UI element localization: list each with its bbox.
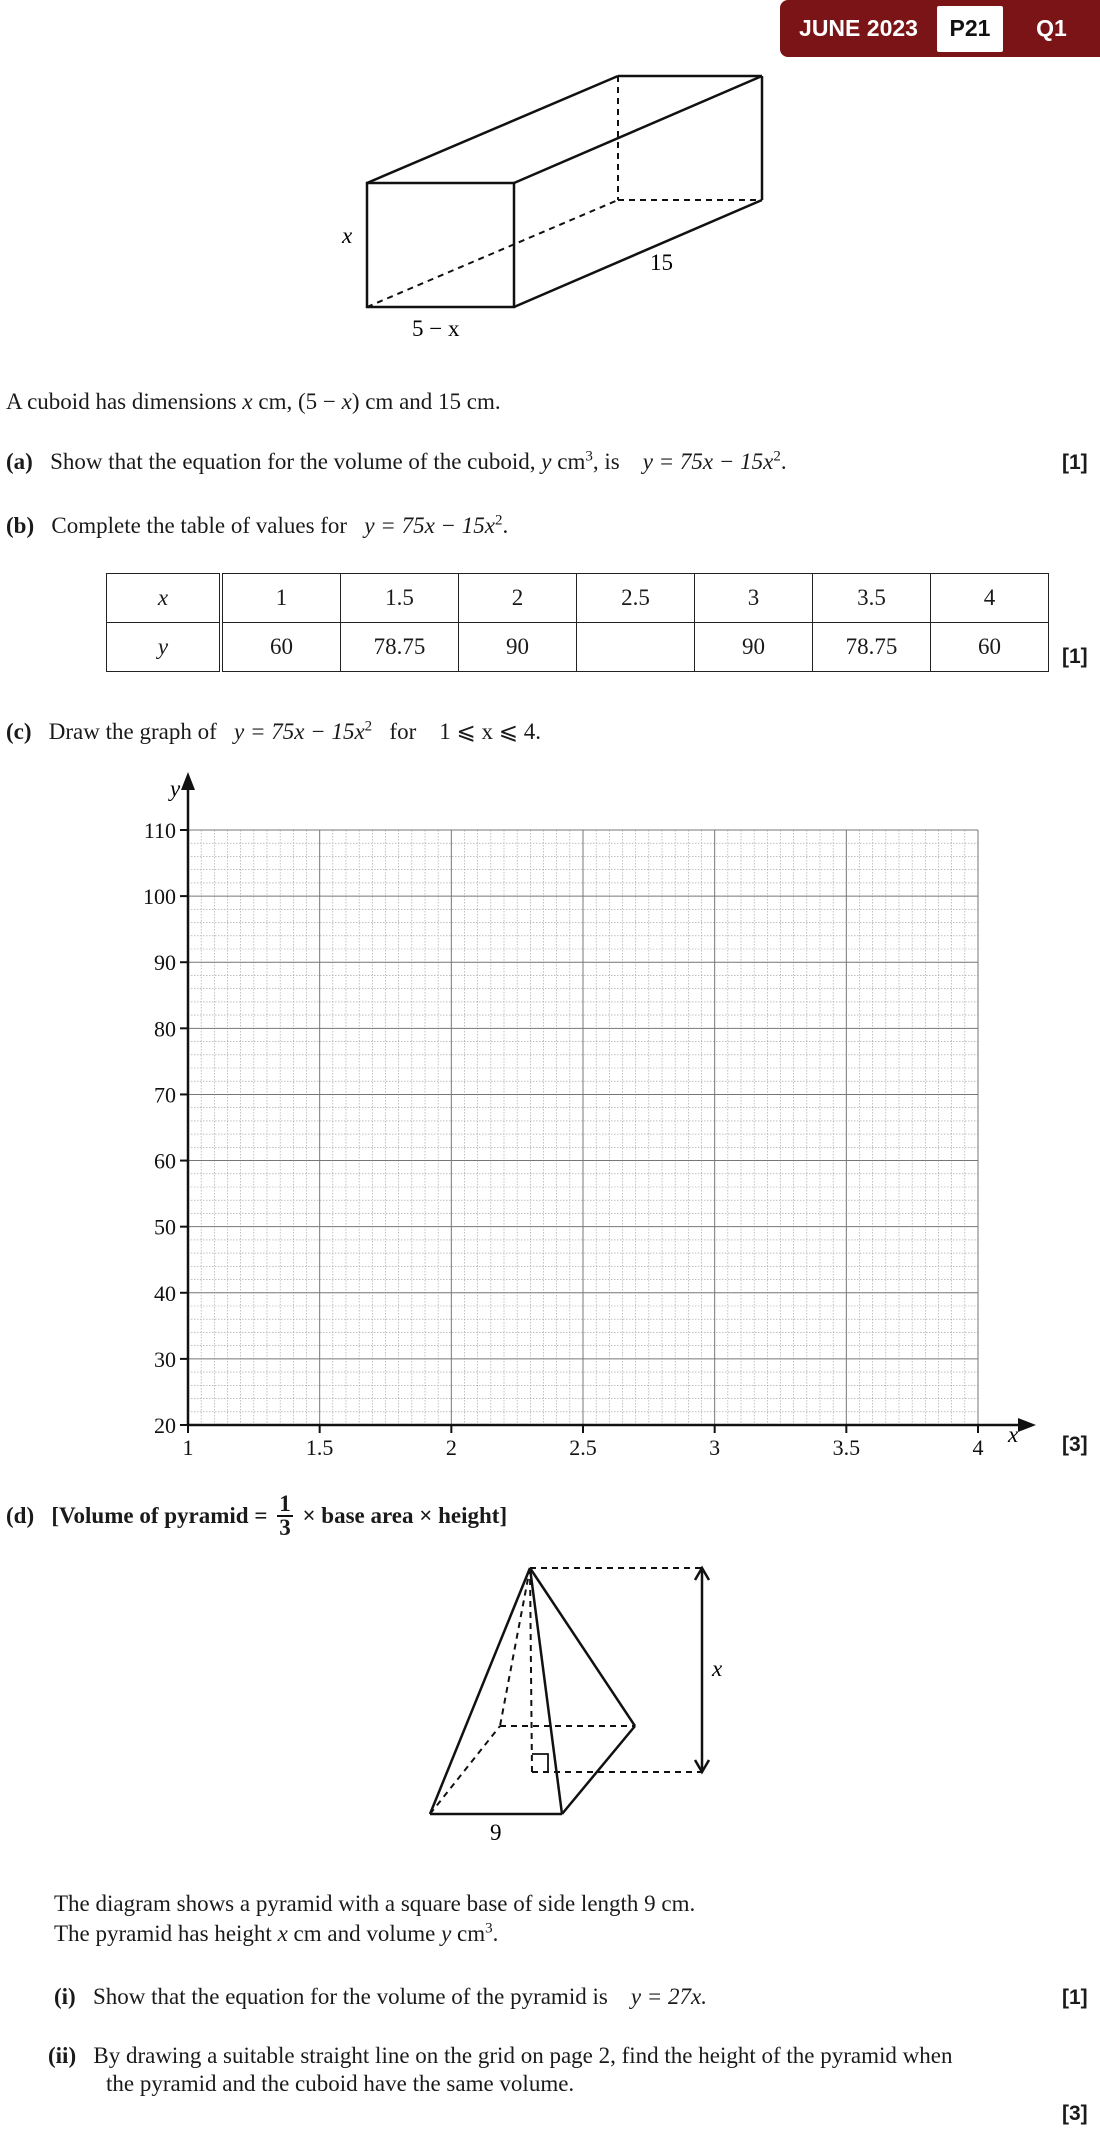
x-axis-arrow [1018,1418,1036,1432]
question-badge [780,0,1100,57]
intro-text: A cuboid has dimensions x cm, (5 − x) cm and 15 cm. [6,389,501,414]
table-row-y [107,623,1049,672]
x-tick-label: 1.5 [305,1435,334,1460]
cuboid-edge [514,200,762,307]
x-tick-label: 3 [709,1435,721,1460]
cuboid-length-label: 15 [650,250,673,275]
cuboid-height-label: x [342,223,353,248]
paper-label: P21 [937,6,1003,52]
table-cell: 2.5 [577,574,695,623]
table-cell: 1 [221,574,341,623]
part-a-marks: [1] [1062,451,1088,474]
table-cell: 78.75 [813,623,931,672]
x-tick-label: 4 [972,1435,984,1460]
part-d-ii-text-2: the pyramid and the cuboid have the same volume. [106,2071,575,2096]
pyramid-base-label: 9 [490,1820,502,1845]
part-d-formula: (d) [Volume of pyramid = $\frac{1}{3}$ × base area × height] [6,1491,508,1540]
table-cell: 60 [221,623,341,672]
y-tick-label: 50 [154,1214,176,1240]
part-c-text: (c) Draw the graph of $y = 75x - 15x^2$ for 1 ⩽ x ⩽ 4. [6,718,542,744]
part-d-ii-text: (ii) By drawing a suitable straight line on the grid on page 2, find the height of the pyramid when [48,2043,953,2068]
table-header-y: y [107,623,222,672]
part-b-marks: [1] [1062,645,1088,668]
cuboid-front-face [367,183,514,307]
part-d-i-marks: [1] [1062,1986,1088,2009]
graph-grid[interactable] [0,760,1100,1480]
cuboid-edge [514,76,762,183]
table-header-x: x [107,574,222,623]
y-axis-label: y [170,776,181,801]
pyramid-height-label: x [712,1656,723,1681]
pyramid-description-1: The diagram shows a pyramid with a square base of side length 9 cm. [54,1891,696,1916]
table-cell: 4 [931,574,1049,623]
table-answer-cell[interactable] [577,623,695,672]
part-b-text: (b) Complete the table of values for $y = 75x - 15x^2$. [6,512,509,538]
y-tick-label: 20 [154,1413,176,1438]
table-cell: 60 [931,623,1049,672]
part-d-i-text: (i) Show that the equation for the volume of the pyramid is y = 27x. [54,1984,707,2009]
cuboid-edge [367,76,618,183]
pyramid-description-2: The pyramid has height x cm and volume y $cm^3$. [54,1920,499,1946]
table-cell: 1.5 [341,574,459,623]
part-c-marks: [3] [1062,1433,1088,1456]
fraction-denominator: 3 [279,1515,291,1540]
table-cell: 78.75 [341,623,459,672]
pyramid-diagram [400,1550,750,1850]
x-axis-label: x [1008,1422,1019,1447]
y-tick-label: 70 [154,1082,176,1108]
y-tick-label: 30 [154,1346,176,1372]
values-table [106,573,1049,672]
y-tick-label: 60 [154,1148,176,1174]
table-cell: 2 [459,574,577,623]
x-tick-label: 2.5 [569,1435,597,1460]
table-cell: 3 [695,574,813,623]
y-tick-label: 100 [143,884,176,910]
question-number: Q1 [1036,15,1067,41]
y-tick-label: 90 [154,950,176,976]
x-tick-label: 2 [445,1435,457,1460]
y-tick-label: 110 [143,818,176,843]
table-cell: 90 [695,623,813,672]
fraction-numerator: 1 [279,1491,291,1516]
table-row-x [107,574,1049,623]
cuboid-diagram [330,70,780,350]
cuboid-width-label: 5 − x [412,316,460,341]
part-d-ii-marks: [3] [1062,2102,1088,2125]
cuboid-hidden-edge [367,200,618,307]
part-a-text: (a) Show that the equation for the volume of the cuboid, y $cm^3$, is $y = 75x - 15x^2$. [6,448,787,474]
x-tick-label: 1 [182,1435,194,1460]
x-tick-label: 3.5 [832,1435,861,1460]
y-axis-arrow [181,772,195,790]
table-cell: 3.5 [813,574,931,623]
y-tick-label: 80 [154,1016,176,1042]
y-tick-label: 40 [154,1280,176,1306]
table-cell: 90 [459,623,577,672]
session-label: JUNE 2023 [799,15,918,41]
